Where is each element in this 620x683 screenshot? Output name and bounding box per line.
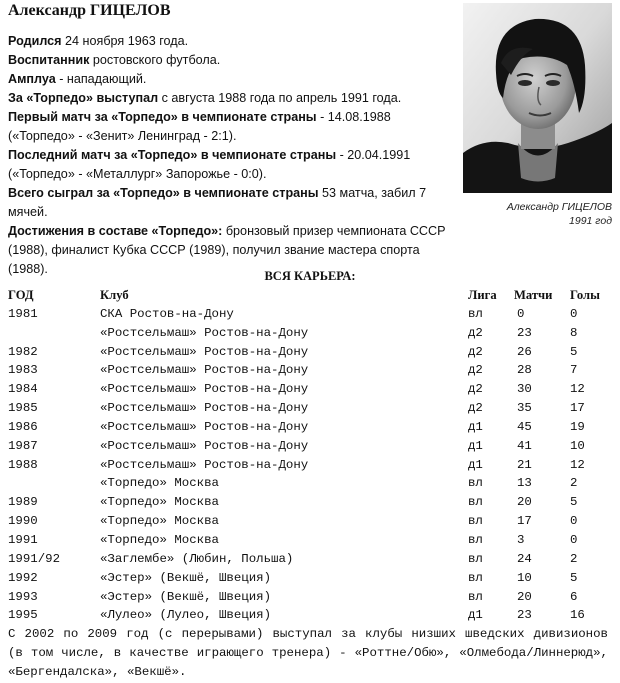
- cell-matches: 30: [517, 382, 532, 397]
- cell-matches: 13: [517, 476, 532, 491]
- header-matches: Матчи: [514, 288, 553, 302]
- photo-caption: [463, 200, 612, 228]
- cell-goals: 17: [570, 401, 585, 416]
- cell-goals: 5: [570, 570, 578, 585]
- cell-matches: 20: [517, 495, 532, 510]
- cell-year: 1987: [8, 438, 38, 453]
- cell-matches: 3: [517, 532, 525, 547]
- cell-league: вл: [468, 514, 483, 529]
- cell-league: д2: [468, 382, 483, 397]
- cell-year: 1993: [8, 589, 38, 604]
- bio-achievements: Достижения в составе «Торпедо»: бронзовый призер чемпионата СССР (1988), финалист Кубка СССР (1989), получил звание мастера спорта (1988).: [8, 224, 446, 276]
- player-photo: [463, 3, 612, 193]
- cell-year: 1992: [8, 570, 38, 585]
- cell-matches: 10: [517, 570, 532, 585]
- bio-section: [8, 32, 460, 279]
- cell-matches: 0: [517, 306, 525, 321]
- cell-club: «Ростсельмаш» Ростов-на-Дону: [100, 438, 309, 453]
- cell-club: «Ростсельмаш» Ростов-на-Дону: [100, 419, 309, 434]
- cell-club: «Заглембе» (Любин, Польша): [100, 551, 294, 566]
- cell-club: «Ростсельмаш» Ростов-на-Дону: [100, 363, 309, 378]
- bio-birth: Родился 24 ноября 1963 года.: [8, 34, 189, 48]
- header-club: Клуб: [100, 288, 129, 302]
- cell-league: д2: [468, 363, 483, 378]
- cell-matches: 23: [517, 325, 532, 340]
- cell-matches: 23: [517, 608, 532, 623]
- cell-league: вл: [468, 551, 483, 566]
- cell-club: «Торпедо» Москва: [100, 532, 219, 547]
- cell-year: 1989: [8, 495, 38, 510]
- cell-club: СКА Ростов-на-Дону: [100, 306, 234, 321]
- cell-league: д1: [468, 608, 483, 623]
- cell-goals: 12: [570, 457, 585, 472]
- bio-total: Всего сыграл за «Торпедо» в чемпионате страны 53 матча, забил 7 мячей.: [8, 186, 427, 219]
- header-goals: Голы: [570, 288, 600, 302]
- cell-club: «Эстер» (Векшё, Швеция): [100, 589, 272, 604]
- cell-matches: 21: [517, 457, 532, 472]
- cell-club: «Эстер» (Векшё, Швеция): [100, 570, 272, 585]
- cell-year: 1991: [8, 532, 38, 547]
- cell-year: 1981: [8, 306, 38, 321]
- cell-matches: 28: [517, 363, 532, 378]
- career-footer-note: С 2002 по 2009 год (с перерывами) выступал за клубы низших шведских дивизионов (в том числе, в качестве играющего тренера) - «Роттне/Обю», «Олмебода/Линнерюд», «Бергендалска», «Векшё».: [8, 627, 608, 679]
- cell-goals: 8: [570, 325, 578, 340]
- bio-position: Амплуа - нападающий.: [8, 72, 147, 86]
- cell-matches: 35: [517, 401, 532, 416]
- cell-matches: 17: [517, 514, 532, 529]
- cell-league: вл: [468, 306, 483, 321]
- cell-goals: 5: [570, 495, 578, 510]
- cell-year: 1995: [8, 608, 38, 623]
- cell-club: «Лулео» (Лулео, Швеция): [100, 608, 272, 623]
- cell-club: «Торпедо» Москва: [100, 476, 219, 491]
- header-league: Лига: [468, 288, 497, 302]
- cell-year: 1983: [8, 363, 38, 378]
- player-name-title: Александр ГИЦЕЛОВ: [8, 2, 171, 19]
- cell-year: 1982: [8, 344, 38, 359]
- bio-last-match: Последний матч за «Торпедо» в чемпионате страны - 20.04.1991 («Торпедо» - «Металлург» Запорожье - 0:0).: [8, 148, 411, 181]
- cell-league: д1: [468, 457, 483, 472]
- header-year: ГОД: [8, 288, 34, 302]
- cell-goals: 0: [570, 514, 578, 529]
- cell-goals: 10: [570, 438, 585, 453]
- cell-league: д1: [468, 419, 483, 434]
- cell-league: д1: [468, 438, 483, 453]
- cell-club: «Торпедо» Москва: [100, 495, 219, 510]
- cell-goals: 7: [570, 363, 578, 378]
- bio-first-match: Первый матч за «Торпедо» в чемпионате страны - 14.08.1988 («Торпедо» - «Зенит» Ленинград - 2:1).: [8, 110, 391, 143]
- cell-league: вл: [468, 570, 483, 585]
- cell-goals: 5: [570, 344, 578, 359]
- cell-matches: 24: [517, 551, 532, 566]
- cell-league: вл: [468, 495, 483, 510]
- cell-league: д2: [468, 401, 483, 416]
- cell-goals: 0: [570, 306, 578, 321]
- cell-goals: 16: [570, 608, 585, 623]
- cell-club: «Торпедо» Москва: [100, 514, 219, 529]
- cell-year: 1984: [8, 382, 38, 397]
- cell-goals: 6: [570, 589, 578, 604]
- photo-caption-name: Александр ГИЦЕЛОВ: [506, 201, 612, 213]
- cell-year: 1986: [8, 419, 38, 434]
- cell-year: 1988: [8, 457, 38, 472]
- cell-matches: 45: [517, 419, 532, 434]
- cell-matches: 41: [517, 438, 532, 453]
- bio-torpedo-period: За «Торпедо» выступал с августа 1988 года по апрель 1991 года.: [8, 91, 402, 105]
- cell-league: д2: [468, 325, 483, 340]
- cell-goals: 2: [570, 476, 578, 491]
- cell-year: 1991/92: [8, 551, 61, 566]
- cell-league: вл: [468, 532, 483, 547]
- cell-goals: 2: [570, 551, 578, 566]
- cell-club: «Ростсельмаш» Ростов-на-Дону: [100, 457, 309, 472]
- cell-year: 1985: [8, 401, 38, 416]
- cell-club: «Ростсельмаш» Ростов-на-Дону: [100, 344, 309, 359]
- bio-academy: Воспитанник ростовского футбола.: [8, 53, 221, 67]
- cell-goals: 0: [570, 532, 578, 547]
- cell-league: вл: [468, 589, 483, 604]
- cell-club: «Ростсельмаш» Ростов-на-Дону: [100, 382, 309, 397]
- cell-goals: 19: [570, 419, 585, 434]
- cell-matches: 20: [517, 589, 532, 604]
- cell-club: «Ростсельмаш» Ростов-на-Дону: [100, 325, 309, 340]
- cell-club: «Ростсельмаш» Ростов-на-Дону: [100, 401, 309, 416]
- cell-goals: 12: [570, 382, 585, 397]
- cell-league: д2: [468, 344, 483, 359]
- photo-caption-year: 1991 год: [569, 215, 612, 227]
- cell-year: 1990: [8, 514, 38, 529]
- cell-league: вл: [468, 476, 483, 491]
- cell-matches: 26: [517, 344, 532, 359]
- career-section-title: ВСЯ КАРЬЕРА:: [264, 269, 356, 283]
